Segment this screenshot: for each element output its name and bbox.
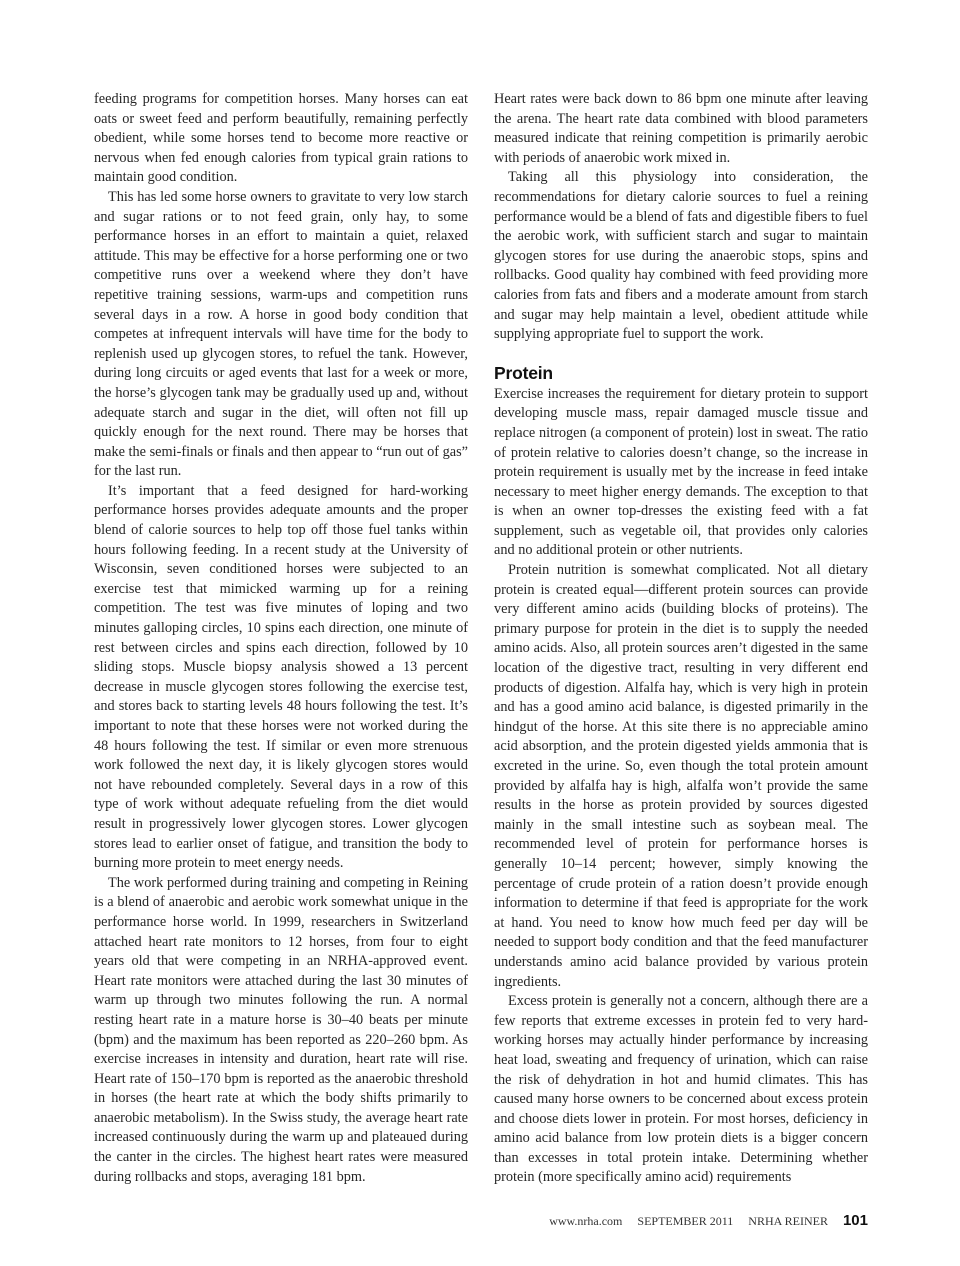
left-column — [94, 90, 468, 1187]
paragraph: Excess protein is generally not a concern, although there are a few reports that extreme excesses in protein fed to very hard-working horses may actually hinder performance by increasing heat load, sweating and frequency of urination, which can raise the risk of dehydration in hot and humid climates. This has caused many horse owners to be concerned about excess protein and choose diets lower in protein. For most horses, deficiency in amino acid balance from low protein diets is a bigger concern than excesses in total protein intake. Determining whether protein (more specifically amino acid) requirements — [494, 993, 868, 1186]
footer-website: www.nrha.com — [549, 1214, 623, 1228]
right-column — [494, 90, 868, 1188]
footer-issue-date: SEPTEMBER 2011 — [637, 1214, 734, 1228]
paragraph: feeding programs for competition horses. Many horses can eat oats or sweet feed and perform beautifully, remaining perfectly obedient, while some horses tend to become more reactive or nervous when fed enough calories from typical grain rations to maintain good condition. — [94, 91, 468, 186]
paragraph: Exercise increases the requirement for dietary protein to support developing muscle mass, repair damaged muscle tissue and replace nitrogen (a component of protein) lost in sweat. The ratio of protein relative to calories doesn’t change, so the increase in protein requirement is usually met by the increase in feed intake necessary to meet higher energy demands. The exception to that is when an owner top-dresses the existing feed with a fat supplement, such as vegetable oil, that provides only calories and no additional protein or other nutrients. — [494, 385, 868, 559]
paragraph: Taking all this physiology into consideration, the recommendations for dietary calorie sources to fuel a reining performance would be a blend of fats and digestible fibers to fuel the aerobic work, with sufficient starch and sugar to maintain glycogen stores for use during the anaerobic stops, spins and rollbacks. Good quality hay combined with feed providing more calories from fats and fibers and a moderate amount from starch and sugar may help maintain a level, obedient attitude while supplying appropriate fuel to support the work. — [494, 169, 868, 343]
paragraph: Heart rates were back down to 86 bpm one minute after leaving the arena. The heart rate data combined with blood parameters measured indicate that reining competition is primarily aerobic with periods of anaerobic work mixed in. — [494, 91, 868, 166]
footer-publication: NRHA REINER — [748, 1214, 828, 1228]
page-number: 101 — [842, 1212, 868, 1229]
section-heading-protein: Protein — [494, 362, 553, 383]
paragraph: It’s important that a feed designed for hard-working performance horses provides adequate amounts and the proper blend of calorie sources to help top off those fuel tanks within hours following feeding. In a recent study at the University of Wisconsin, seven conditioned horses were subjected to an exercise test that mimicked warming up for a reining competition. The test was five minutes of loping and two minutes galloping circles, 10 spins each direction, one minute of rest between circles and spins each direction, followed by 10 sliding stops. Muscle biopsy analysis showed a 13 percent decrease in muscle glycogen stores following the exercise test, and stores back to starting levels 48 hours following the test. It’s important to note that these horses were not worked during the 48 hours following the test. If similar or even more strenuous work followed the next day, it is likely glycogen stores would not have rebounded completely. Several days in a row of this type of work without adequate refueling from the diet would result in progressively lower glycogen stores. Lower glycogen stores lead to earlier onset of fatigue, and transition the body to burning more protein to meet energy needs. — [94, 482, 468, 872]
page-footer — [537, 1212, 868, 1229]
paragraph: This has led some horse owners to gravitate to very low starch and sugar rations or to not feed grain, only hay, to some performance horses in an effort to maintain a quiet, relaxed attitude. This may be effective for a horse performing one or two competitive runs over a weekend where they don’t have repetitive training sessions, warm-ups and competition runs several days in a row. A horse in good body condition that competes at infrequent intervals will have time for the body to replenish used up glycogen stores, to refuel the tank. However, during long circuits or aged events that last for a week or more, the horse’s glycogen tank may be gradually used up and, without adequate starch and sugar in the diet, will often not fill up quickly enough for the next round. There may be horses that make the semi-finals or finals and then appear to “run out of gas” for the last run. — [94, 188, 468, 480]
paragraph: The work performed during training and competing in Reining is a blend of anaerobic and aerobic work somewhat unique in the performance horse world. In 1999, researchers in Switzerland attached heart rate monitors to 12 horses, from four to eight years old that were competing in an NRHA-approved event. Heart rate monitors were attached during the last 30 minutes of warm up through two minutes following the run. A normal resting heart rate in a mature horse is 30–40 beats per minute (bpm) and the maximum has been reported as 220–260 bpm. As exercise increases in intensity and duration, heart rate will rise. Heart rate of 150–170 bpm is reported as the anaerobic threshold in horses (the heart rate at which the body shifts primarily to anaerobic metabolism). In the Swiss study, the average heart rate increased continuously during the warm up and plateaued during the canter in the circles. The highest heart rates were measured during rollbacks and stops, averaging 181 bpm. — [94, 874, 468, 1185]
paragraph: Protein nutrition is somewhat complicated. Not all dietary protein is created equal—different protein sources can provide very different amino acids (building blocks of proteins). The primary purpose for protein in the diet is to supply the needed amino acids. Also, all protein sources aren’t digested in the same location of the digestive tract, resulting in very different end products of digestion. Alfalfa hay, which is very high in protein and has a good amino acid balance, is digested primarily in the hindgut of the horse. At this site there is no appreciable amino acid absorption, and the protein digested yields ammonia that is excreted in the urine. So, even though the total protein amount provided by alfalfa hay is high, alfalfa won’t provide the same results in the horse as protein provided by sources digested mainly in the small intestine such as soybean meal. The recommended level of protein for performance horses is generally 10–14 percent; however, simply knowing the percentage of crude protein of a ration doesn’t provide enough information to determine if that feed is appropriate for the work at hand. You need to know how much feed per day will be needed to support body condition and that the feed manufacturer understands amino acid balance provided by various protein ingredients. — [494, 562, 868, 990]
